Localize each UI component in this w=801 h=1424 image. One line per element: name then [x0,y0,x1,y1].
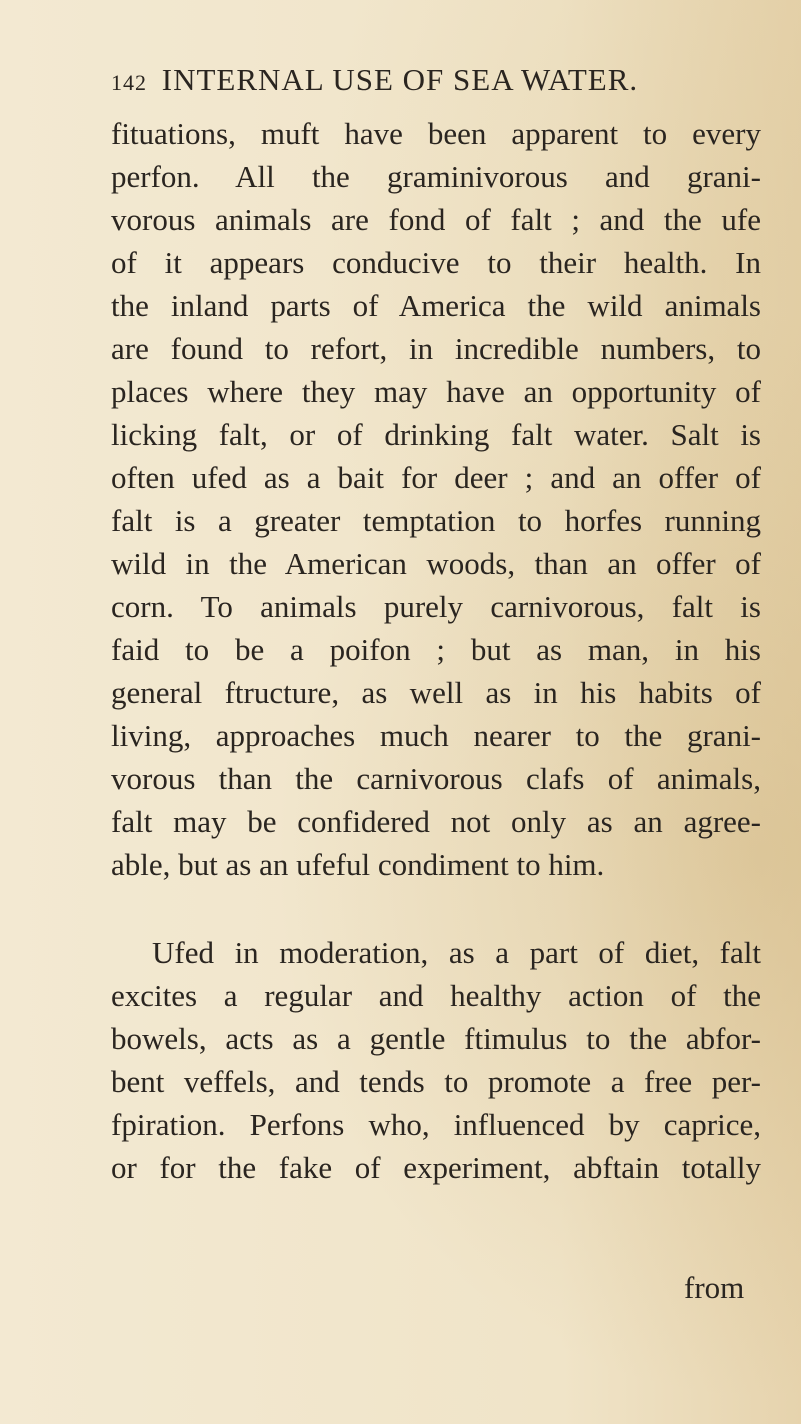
text-line: perfon. All the graminivorous and grani- [111,159,761,194]
text-line: Ufed in moderation, as a part of diet, falt [152,935,761,970]
page-number: 142 [111,70,147,95]
text-line: are found to refort, in incredible numbers, to [111,331,761,366]
paragraph-gap [111,886,761,931]
text-line: of it appears conducive to their health. In [111,245,761,280]
text-line: excites a regular and healthy action of the [111,978,761,1013]
paragraph-2 [111,931,761,1189]
text-line: general ftructure, as well as in his habits of [111,675,761,710]
text-line: places where they may have an opportunity of [111,374,761,409]
paragraph-1 [111,112,761,886]
running-header [111,62,638,98]
text-line: wild in the American woods, than an offer of [111,546,761,581]
text-line: the inland parts of America the wild animals [111,288,761,323]
text-line: licking falt, or of drinking falt water. Salt is [111,417,761,452]
text-line: falt is a greater temptation to horfes running [111,503,761,538]
text-line: often ufed as a bait for deer ; and an offer of [111,460,761,495]
text-line: living, approaches much nearer to the grani- [111,718,761,753]
text-line: falt may be confidered not only as an agree- [111,804,761,839]
text-line: able, but as an ufeful condiment to him. [111,847,605,882]
text-line: corn. To animals purely carnivorous, falt is [111,589,761,624]
body-text [111,112,761,1189]
text-line: or for the fake of experiment, abftain totally [111,1150,761,1185]
catchword: from [684,1270,745,1305]
text-line: faid to be a poifon ; but as man, in his [111,632,761,667]
text-line: fituations, muft have been apparent to every [111,116,761,151]
text-line: fpiration. Perfons who, influenced by caprice, [111,1107,761,1142]
text-line: vorous animals are fond of falt ; and the ufe [111,202,761,237]
running-title: INTERNAL USE OF SEA WATER. [161,62,639,97]
text-line: bowels, acts as a gentle ftimulus to the abfor- [111,1021,761,1056]
text-line: vorous than the carnivorous clafs of animals, [111,761,761,796]
text-line: bent veffels, and tends to promote a free per- [111,1064,761,1099]
